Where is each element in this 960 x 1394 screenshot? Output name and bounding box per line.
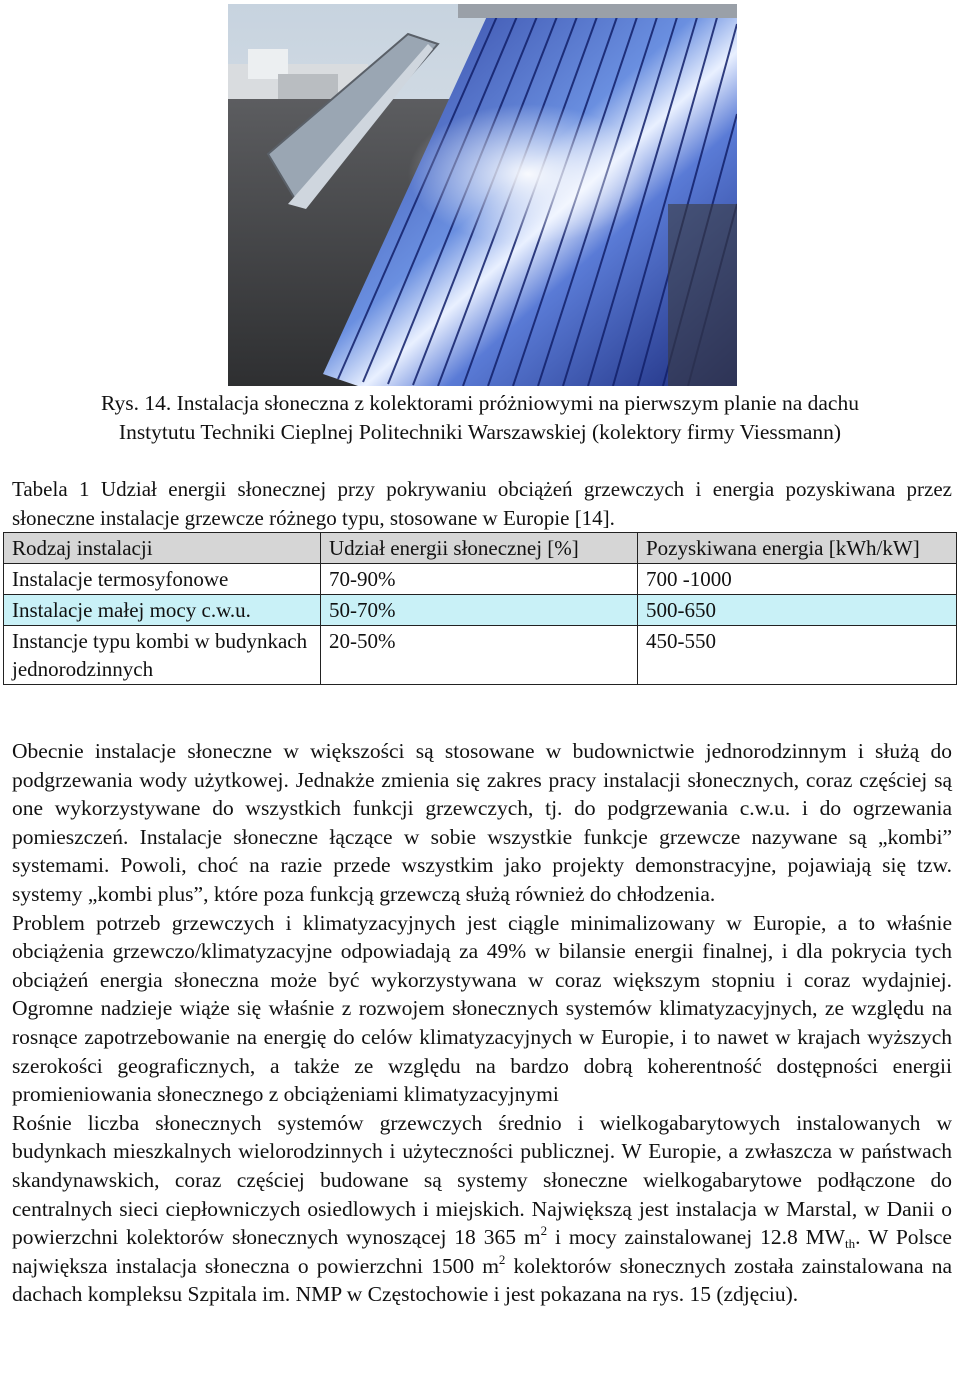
header-installation-type: Rodzaj instalacji bbox=[4, 533, 321, 564]
subscript-th: th bbox=[845, 1236, 856, 1252]
table-row bbox=[4, 595, 957, 626]
cell-energy-yield: 500-650 bbox=[638, 595, 957, 626]
paragraph-3-part-a: Rośnie liczba słonecznych systemów grzewczych średnio i wielkogabarytowych instalowanych w budynkach mieszkalnych wielorodzinnych i użyteczności publicznej. W Europie, a zwłaszcza w państwach skandynawskich, coraz częściej budowane są systemy słoneczne wielkogabarytowe podłączone do centralnych sieci ciepłowniczych osiedlowych i miejskich. Największą jest instalacja w Marstal, w Danii o powierzchni kolektorów słonecznych wynoszącej 18 365 m bbox=[12, 1110, 952, 1250]
cell-energy-yield: 700 -1000 bbox=[638, 564, 957, 595]
solar-energy-table bbox=[3, 532, 957, 685]
cell-solar-share: 20-50% bbox=[321, 626, 638, 685]
cell-installation-type: Instalacje termosyfonowe bbox=[4, 564, 321, 595]
header-solar-share: Udział energii słonecznej [%] bbox=[321, 533, 638, 564]
cell-energy-yield: 450-550 bbox=[638, 626, 957, 685]
table-row bbox=[4, 564, 957, 595]
paragraph-1: Obecnie instalacje słoneczne w większości są stosowane w budownictwie jednorodzinnym i służą do podgrzewania wody użytkowej. Jednakże zmienia się zakres pracy instalacji słonecznych, coraz częściej są one wykorzystywane do wszystkich funkcji grzewczych, tj. do podgrzewania c.w.u. i do ogrzewania pomieszczeń. Instalacje słoneczne łączące w sobie wszystkie funkcje grzewcze nazywane są „kombi” systemami. Powoli, choć na razie przede wszystkim jako projekty demonstracyjne, pojawiają się tzw. systemy „kombi plus”, które poza funkcją grzewczą służą również do chłodzenia. bbox=[12, 739, 952, 906]
figure-caption bbox=[0, 389, 960, 447]
table-header-row bbox=[4, 533, 957, 564]
header-energy-yield: Pozyskiwana energia [kWh/kW] bbox=[638, 533, 957, 564]
paragraph-3 bbox=[12, 1109, 952, 1309]
table-title: Tabela 1 Udział energii słonecznej przy pokrywaniu obciążeń grzewczych i energia pozyskiwana przez słoneczne instalacje grzewcze różnego typu, stosowane w Europie [14]. bbox=[12, 477, 952, 530]
cell-solar-share: 70-90% bbox=[321, 564, 638, 595]
cell-installation-type: Instalacje małej mocy c.w.u. bbox=[4, 595, 321, 626]
cell-installation-type: Instancje typu kombi w budynkach jednorodzinnych bbox=[4, 626, 321, 685]
table-row bbox=[4, 626, 957, 685]
paragraph-3-part-b: i mocy zainstalowanej 12.8 MW bbox=[547, 1225, 846, 1250]
figure-caption-line-1: Rys. 14. Instalacja słoneczna z kolektorami próżniowymi na pierwszym planie na dachu bbox=[101, 391, 859, 415]
paragraph-2: Problem potrzeb grzewczych i klimatyzacyjnych jest ciągle minimalizowany w Europie, a to właśnie obciążenia grzewczo/klimatyzacyjne odpowiadają za 49% w bilansie energii finalnej, i dla pokrycia tych obciążeń energia słoneczna może być wykorzystywana w coraz większym stopniu i coraz wydajniej. Ogromne nadzieje wiąże się właśnie z rozwojem słonecznych systemów klimatyzacyjnych, ze względu na rosnące zapotrzebowanie na energię do celów klimatyzacyjnych w Europie, i to nawet w krajach wyższych szerokości geograficznych, a także ze względu na bardzo dobrą koherentność dostępności energii promieniowania słonecznego z obciążeniami klimatyzacyjnymi bbox=[12, 910, 952, 1107]
paragraph-3-part-d: kolektorów słonecznych została zainstalowana na dachach kompleksu Szpitala im. NMP w Częstochowie i jest pokazana na rys. 15 (zdjęciu). bbox=[12, 1253, 952, 1307]
paragraph-3-part-c: . W Polsce największa instalacja słoneczna o powierzchni 1500 m bbox=[12, 1225, 952, 1278]
figure-caption-line-2: Instytutu Techniki Cieplnej Politechniki Warszawskiej (kolektory firmy Viessmann) bbox=[118, 420, 842, 444]
solar-collectors-photo bbox=[228, 4, 737, 386]
superscript-2: 2 bbox=[498, 1251, 506, 1267]
body-text bbox=[12, 737, 952, 1309]
cell-solar-share: 50-70% bbox=[321, 595, 638, 626]
superscript-2: 2 bbox=[540, 1223, 548, 1239]
